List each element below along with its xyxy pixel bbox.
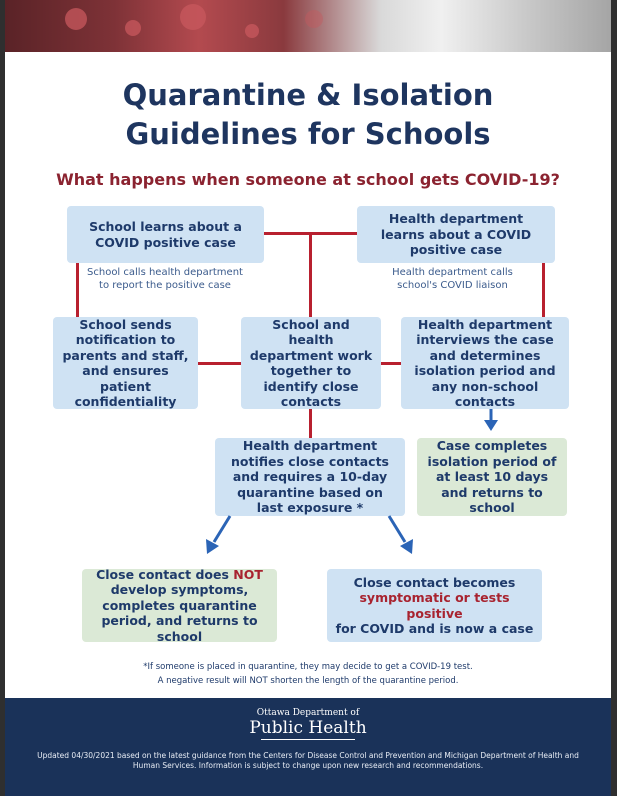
note-health-calls: Health department calls school's COVID liaison <box>392 267 513 291</box>
logo-underline <box>261 739 355 740</box>
connector-center-vertical-top <box>309 233 312 318</box>
poster <box>5 0 611 796</box>
title-line-1: Quarantine & Isolation <box>122 78 494 112</box>
connector-left-middle <box>197 362 242 365</box>
arrow-down-icon <box>484 409 498 431</box>
arrow-down-left-icon <box>206 516 230 554</box>
connector-left-vertical <box>76 263 79 318</box>
box-health-learns-text: Health department learns about a COVID positive case <box>380 211 532 258</box>
box-notifies <box>215 438 405 516</box>
box-no-symptoms-text <box>90 567 269 645</box>
box-no-symptoms <box>82 566 277 644</box>
box-notifies-text: Health department notifies close contacts and requires a 10-day quarantine based on last exposure * <box>231 438 389 516</box>
subtitle: What happens when someone at school gets COVID-19? <box>56 170 560 189</box>
becomes-case-highlight: symptomatic or tests positive <box>359 590 510 621</box>
footnote-line-2: A negative result will NOT shorten the length of the quarantine period. <box>157 676 459 686</box>
logo-small-text: Ottawa Department of <box>256 708 360 718</box>
becomes-case-after: for COVID and is now a case <box>335 621 534 636</box>
logo-big-text: Public Health <box>249 718 367 738</box>
box-work-together <box>241 317 381 409</box>
box-becomes-case <box>327 569 542 642</box>
footer-disclaimer: Updated 04/30/2021 based on the latest guidance from the Centers for Disease Control and Prevention and Michigan Department of Health and Human Services. Information is subject to change upon new research and recommendations. <box>37 751 579 770</box>
box-case-completes-text: Case completes isolation period of at least 10 days and returns to school <box>427 438 557 516</box>
footer <box>5 698 611 796</box>
title-line-2: Guidelines for Schools <box>125 117 491 151</box>
no-symptoms-highlight: NOT <box>233 566 263 582</box>
box-interviews <box>401 317 569 409</box>
connector-right-middle <box>380 362 402 365</box>
box-becomes-case-text <box>335 575 534 637</box>
arrow-down-right-icon <box>389 516 413 554</box>
no-symptoms-before: Close contact does <box>96 566 229 582</box>
header-banner <box>5 0 611 52</box>
box-work-together-text: School and health department work together to identify close contacts <box>249 316 373 409</box>
connector-right-vertical <box>542 263 545 318</box>
box-school-learns-text: School learns about a COVID positive case <box>89 219 242 250</box>
note-school-calls: School calls health department to report the positive case <box>87 267 243 291</box>
box-school-learns <box>67 206 264 263</box>
connector-center-vertical-bottom <box>309 408 312 438</box>
box-school-sends <box>53 317 198 409</box>
footnote-line-1: *If someone is placed in quarantine, they may decide to get a COVID-19 test. <box>143 662 473 672</box>
box-school-sends-text: School sends notification to parents and staff, and ensures patient confidentiality <box>62 316 189 409</box>
becomes-case-before: Close contact becomes <box>353 574 516 590</box>
no-symptoms-after: develop symptoms, completes quarantine period, and returns to school <box>101 582 258 644</box>
box-case-completes <box>417 438 567 516</box>
box-interviews-text: Health department interviews the case and determines isolation period and any non-school contacts <box>414 316 556 409</box>
box-health-learns <box>357 206 555 263</box>
